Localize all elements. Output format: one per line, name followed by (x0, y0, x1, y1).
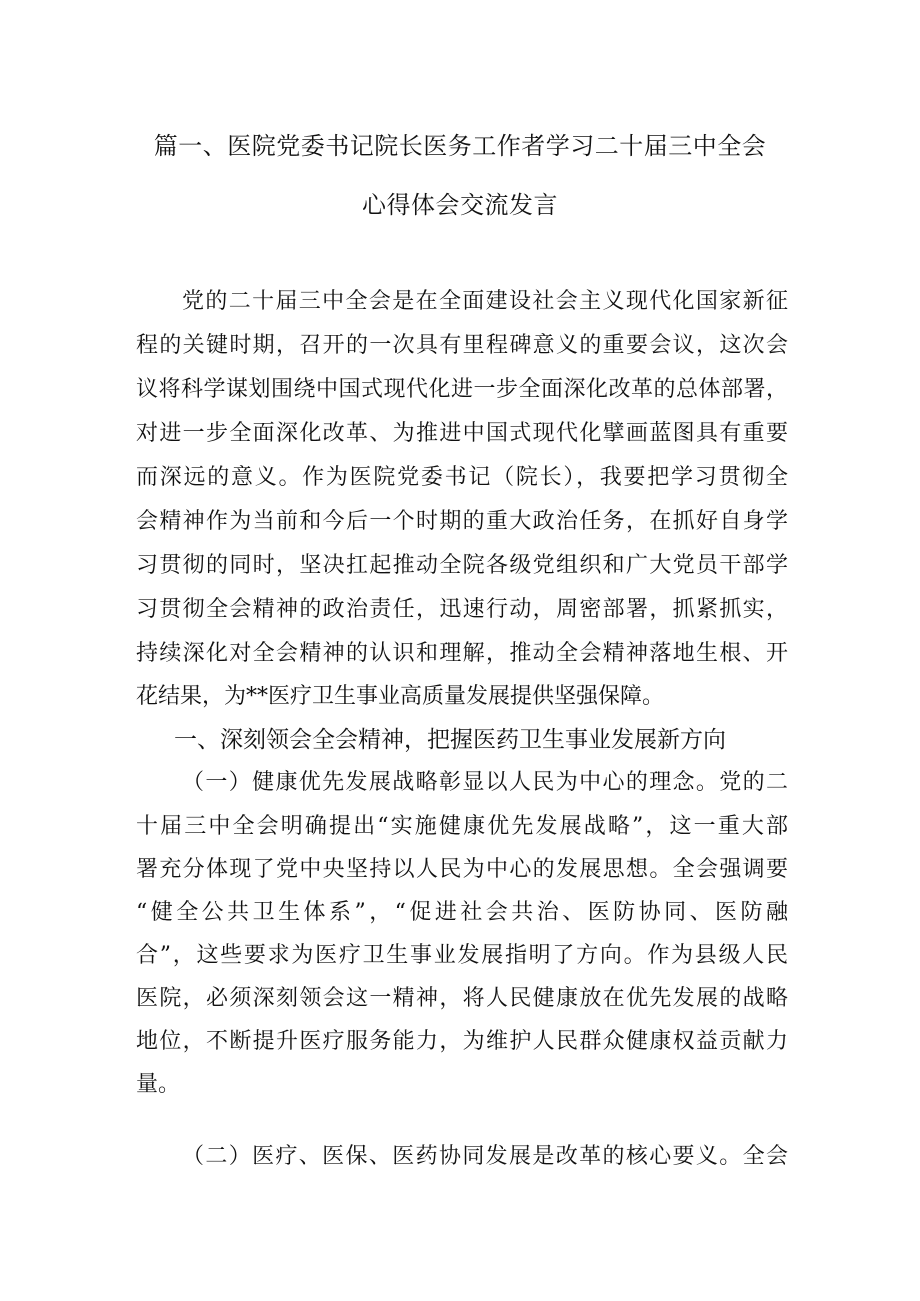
document-title-line-1: 篇一、医院党委书记院长医务工作者学习二十届三中全会 (153, 132, 767, 160)
paragraph-line: 习贯彻的同时，坚决扛起推动全院各级党组织和广大党员干部学 (136, 553, 788, 578)
paragraph-line: 合”，这些要求为医疗卫生事业发展指明了方向。作为县级人民 (136, 943, 788, 968)
paragraph-line: “健全公共卫生体系”，“促进社会共治、医防协同、医防融 (136, 900, 788, 925)
paragraph-line: 党的二十届三中全会是在全面建设社会主义现代化国家新征 (182, 289, 788, 314)
paragraph-line: 十届三中全会明确提出“实施健康优先发展战略”，这一重大部 (136, 814, 788, 839)
paragraph-line: （一）健康优先发展战略彰显以人民为中心的理念。党的二 (182, 770, 788, 795)
paragraph-line: 署充分体现了党中央坚持以人民为中心的发展思想。全会强调要 (136, 857, 788, 882)
document-title-line-2: 心得体会交流发言 (362, 191, 558, 219)
paragraph-line: 量。 (136, 1072, 181, 1097)
paragraph-line: 会精神作为当前和今后一个时期的重大政治任务，在抓好自身学 (136, 509, 788, 534)
paragraph-line: 议将科学谋划围绕中国式现代化进一步全面深化改革的总体部署， (136, 377, 788, 402)
paragraph-line: 而深远的意义。作为医院党委书记（院长），我要把学习贯彻全 (136, 465, 788, 490)
paragraph-line: 程的关键时期，召开的一次具有里程碑意义的重要会议，这次会 (136, 333, 788, 358)
paragraph-line: 花结果，为**医疗卫生事业高质量发展提供坚强保障。 (136, 684, 665, 709)
paragraph-line: 医院，必须深刻领会这一精神，将人民健康放在优先发展的战略 (136, 986, 788, 1011)
paragraph-line: 持续深化对全会精神的认识和理解，推动全会精神落地生根、开 (136, 641, 788, 666)
section-heading: 一、深刻领会全会精神，把握医药卫生事业发展新方向 (174, 727, 726, 753)
paragraph-line: 习贯彻全会精神的政治责任，迅速行动，周密部署，抓紧抓实， (136, 597, 788, 622)
paragraph-line: 对进一步全面深化改革、为推进中国式现代化擘画蓝图具有重要 (136, 421, 788, 446)
paragraph-line: 地位，不断提升医疗服务能力，为维护人民群众健康权益贡献力 (136, 1029, 788, 1054)
paragraph-line: （二）医疗、医保、医药协同发展是改革的核心要义。全会 (182, 1144, 788, 1169)
